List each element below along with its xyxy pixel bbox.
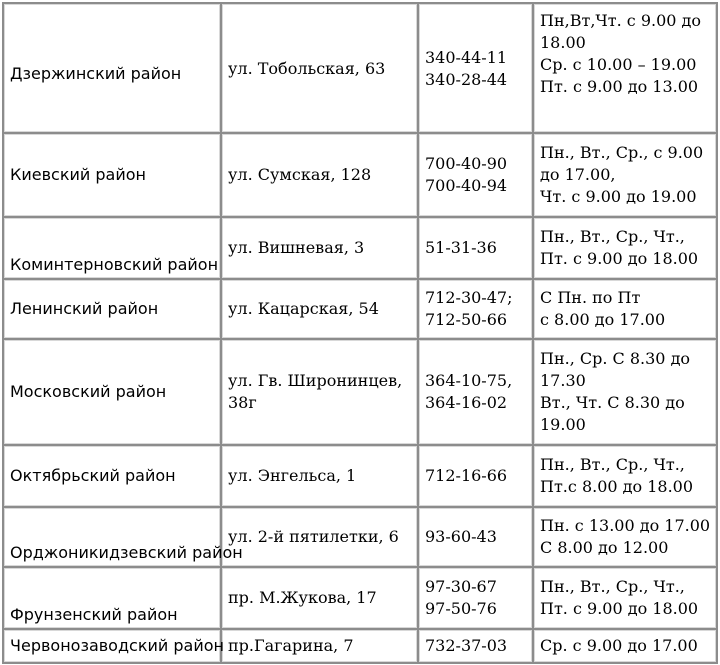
phone-cell bbox=[418, 133, 533, 217]
phone-cell bbox=[418, 445, 533, 507]
table-row bbox=[3, 3, 717, 133]
district-name bbox=[3, 339, 221, 445]
phone-number: 712-50-66 bbox=[425, 310, 508, 329]
address-label: ул. Энгельса, 1 bbox=[228, 466, 357, 485]
district-label: Коминтерновский район bbox=[10, 255, 219, 274]
table-row bbox=[3, 217, 717, 279]
hours-line: С Пн. по Пт bbox=[540, 288, 641, 307]
hours-cell bbox=[533, 339, 717, 445]
hours-cell bbox=[533, 133, 717, 217]
phone-cell bbox=[418, 3, 533, 133]
address-label: пр.Гагарина, 7 bbox=[228, 636, 354, 655]
phone-cell bbox=[418, 279, 533, 339]
table-row bbox=[3, 507, 717, 567]
address-cell bbox=[221, 279, 418, 339]
hours-line: Пн., Вт., Ср., Чт., bbox=[540, 227, 685, 246]
hours-line: Пт. с 9.00 до 18.00 bbox=[540, 599, 699, 618]
phone-number: 712-30-47; bbox=[425, 288, 513, 307]
district-name bbox=[3, 567, 221, 629]
district-label: Червонозаводский район bbox=[10, 636, 224, 655]
hours-line: Ср. с 9.00 до 17.00 bbox=[540, 636, 698, 655]
phone-number: 51-31-36 bbox=[425, 238, 497, 257]
hours-cell bbox=[533, 507, 717, 567]
address-label: пр. М.Жукова, 17 bbox=[228, 588, 377, 607]
address-label: ул. Кацарская, 54 bbox=[228, 299, 379, 318]
district-offices-table bbox=[2, 2, 718, 664]
phone-cell bbox=[418, 567, 533, 629]
hours-line: Пн., Вт., Ср., Чт., bbox=[540, 455, 685, 474]
hours-cell bbox=[533, 3, 717, 133]
hours-line: Пт. с 9.00 до 18.00 bbox=[540, 249, 699, 268]
hours-cell bbox=[533, 445, 717, 507]
district-name bbox=[3, 445, 221, 507]
district-label: Дзержинский район bbox=[10, 64, 182, 83]
phone-number: 732-37-03 bbox=[425, 636, 508, 655]
district-label: Октябрьский район bbox=[10, 466, 176, 485]
address-cell bbox=[221, 133, 418, 217]
phone-number: 364-16-02 bbox=[425, 393, 508, 412]
district-name bbox=[3, 629, 224, 663]
address-cell bbox=[221, 339, 418, 445]
district-name bbox=[3, 133, 221, 217]
hours-line: 17.30 bbox=[540, 371, 586, 390]
table-row bbox=[3, 445, 717, 507]
address-cell bbox=[221, 445, 418, 507]
address-cell bbox=[221, 3, 418, 133]
hours-cell bbox=[533, 217, 717, 279]
address-cell bbox=[221, 217, 418, 279]
address-cell bbox=[221, 507, 418, 567]
hours-line: Пн. с 13.00 до 17.00 bbox=[540, 516, 711, 535]
phone-number: 93-60-43 bbox=[425, 527, 497, 546]
phone-cell bbox=[418, 339, 533, 445]
phone-cell bbox=[418, 217, 533, 279]
district-label: Орджоникидзевский район bbox=[10, 543, 243, 562]
hours-line: Вт., Чт. С 8.30 до bbox=[540, 393, 685, 412]
district-label: Фрунзенский район bbox=[10, 605, 178, 624]
hours-line: Чт. с 9.00 до 19.00 bbox=[540, 187, 697, 206]
hours-line: с 8.00 до 17.00 bbox=[540, 310, 666, 329]
hours-cell bbox=[533, 629, 717, 663]
district-name bbox=[3, 507, 243, 567]
hours-line: Пн., Ср. С 8.30 до bbox=[540, 349, 691, 368]
hours-line: Пн,Вт,Чт. с 9.00 до bbox=[540, 11, 702, 30]
table-row bbox=[3, 629, 717, 663]
district-name bbox=[3, 217, 221, 279]
district-label: Московский район bbox=[10, 382, 167, 401]
hours-line: 18.00 bbox=[540, 33, 586, 52]
phone-number: 700-40-94 bbox=[425, 176, 508, 195]
phone-number: 364-10-75, bbox=[425, 371, 513, 390]
phone-cell bbox=[418, 629, 533, 663]
phone-number: 97-30-67 bbox=[425, 577, 497, 596]
phone-number: 712-16-66 bbox=[425, 466, 508, 485]
address-label: ул. Сумская, 128 bbox=[228, 165, 372, 184]
district-name bbox=[3, 279, 221, 339]
hours-line: Пн., Вт., Ср., с 9.00 bbox=[540, 143, 704, 162]
hours-line: до 17.00, bbox=[540, 165, 616, 184]
table-row bbox=[3, 567, 717, 629]
hours-line: Пт. с 9.00 до 13.00 bbox=[540, 77, 699, 96]
district-label: Ленинский район bbox=[10, 299, 159, 318]
hours-cell bbox=[533, 567, 717, 629]
address-label: ул. 2-й пятилетки, 6 bbox=[228, 527, 399, 546]
table-row bbox=[3, 133, 717, 217]
hours-line: С 8.00 до 12.00 bbox=[540, 538, 669, 557]
hours-cell bbox=[533, 279, 717, 339]
table-row bbox=[3, 339, 717, 445]
district-label: Киевский район bbox=[10, 165, 146, 184]
district-name bbox=[3, 3, 221, 133]
table-row bbox=[3, 279, 717, 339]
address-label: ул. Вишневая, 3 bbox=[228, 238, 365, 257]
hours-line: Пн., Вт., Ср., Чт., bbox=[540, 577, 685, 596]
phone-number: 340-44-11 bbox=[425, 48, 508, 67]
phone-number: 340-28-44 bbox=[425, 70, 508, 89]
address-cell bbox=[221, 567, 418, 629]
address-label: ул. Гв. Широнинцев, 38г bbox=[228, 371, 403, 412]
phone-number: 97-50-76 bbox=[425, 599, 497, 618]
address-cell bbox=[221, 629, 418, 663]
hours-line: 19.00 bbox=[540, 415, 586, 434]
hours-line: Пт.с 8.00 до 18.00 bbox=[540, 477, 694, 496]
address-label: ул. Тобольская, 63 bbox=[228, 59, 386, 78]
hours-line: Ср. с 10.00 – 19.00 bbox=[540, 55, 697, 74]
phone-cell bbox=[418, 507, 533, 567]
phone-number: 700-40-90 bbox=[425, 154, 508, 173]
